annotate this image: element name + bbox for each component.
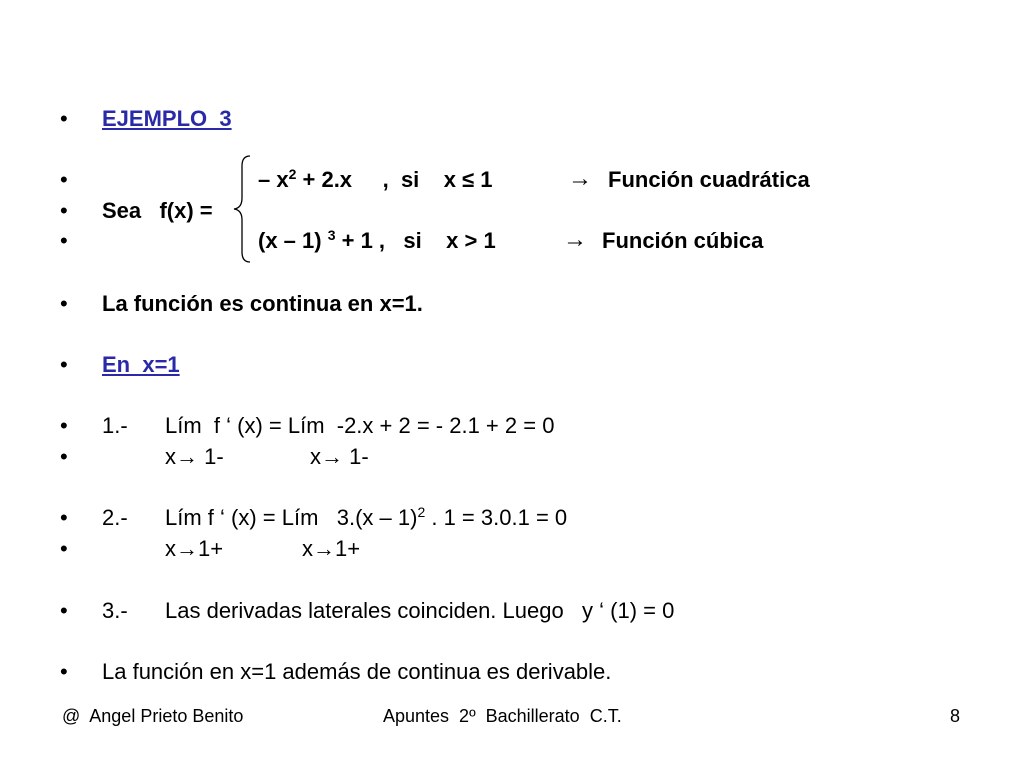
bullet: • [60, 167, 68, 192]
bullet: • [60, 352, 68, 377]
piece-1-label: Función cuadrática [608, 167, 810, 192]
function-definition: Sea f(x) = [102, 198, 213, 223]
arrow-icon: → [563, 226, 587, 253]
footer-author: @ Angel Prieto Benito [62, 706, 244, 726]
piece-2-label: Función cúbica [602, 228, 764, 253]
piece-1-expression: – $x^2 + 2.x$ , si x ≤ 1 [258, 166, 493, 192]
bullet: • [60, 659, 68, 684]
page-number: 8 [950, 706, 961, 726]
arrow-icon: → [568, 165, 592, 192]
step-1-limit-sub-1: x→ 1- [165, 444, 224, 469]
step-2-limit-sub-2: x→1+ [302, 536, 361, 561]
step-2-text: Lím f ‘ (x) = Lím 3.(x – 1)$^2$ . 1 = 3.0.1 = 0 [165, 504, 568, 530]
bullet: • [60, 505, 68, 530]
bullet: • [60, 536, 68, 561]
bullet: • [60, 291, 68, 316]
step-3-text: Las derivadas laterales coinciden. Luego y ‘ (1) = 0 [165, 598, 675, 623]
step-1-number: 1.- [102, 413, 128, 438]
step-2-number: 2.- [102, 505, 128, 530]
footer-course: Apuntes 2º Bachillerato C.T. [383, 706, 622, 726]
slide-heading: EJEMPLO 3 [102, 106, 232, 131]
bullet: • [60, 228, 68, 253]
bullet: • [60, 598, 68, 623]
piece-2-expression: (x – 1) $^3$ + 1 , si x > 1 [258, 227, 496, 253]
step-1-limit-sub-2: x→ 1- [310, 444, 369, 469]
left-brace-icon [222, 152, 262, 266]
subheading: En x=1 [102, 352, 180, 377]
step-1-text: Lím f ‘ (x) = Lím -2.x + 2 = - 2.1 + 2 = 0 [165, 413, 555, 438]
step-3-number: 3.- [102, 598, 128, 623]
step-2-limit-sub-1: x→1+ [165, 536, 224, 561]
bullet: • [60, 413, 68, 438]
continuity-statement: La función es continua en x=1. [102, 291, 423, 316]
bullet: • [60, 444, 68, 469]
bullet: • [60, 198, 68, 223]
bullet: • [60, 106, 68, 131]
conclusion: La función en x=1 además de continua es derivable. [102, 659, 612, 684]
